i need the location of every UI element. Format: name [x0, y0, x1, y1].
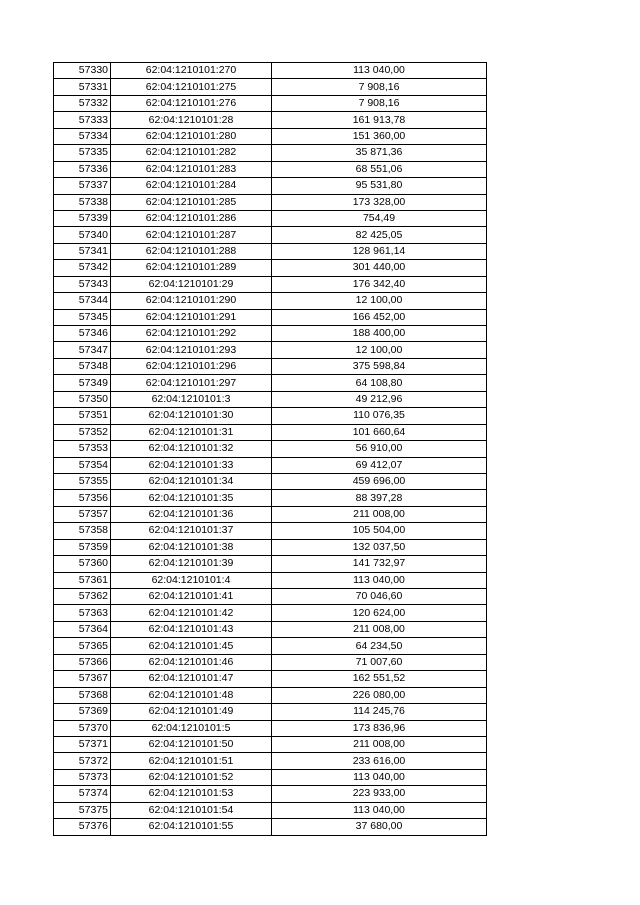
row-number-cell: 57357: [54, 506, 111, 522]
cadastral-value-cell: 173 836,96: [272, 720, 487, 736]
row-number-cell: 57351: [54, 408, 111, 424]
row-number-cell: 57347: [54, 342, 111, 358]
cadastral-value-cell: 226 080,00: [272, 687, 487, 703]
cadastral-value-cell: 82 425,05: [272, 227, 487, 243]
cadastral-value-cell: 754,49: [272, 210, 487, 226]
cadastral-value-cell: 211 008,00: [272, 621, 487, 637]
table-row: [54, 276, 487, 292]
table-row: [54, 720, 487, 736]
cadastral-number-cell: 62:04:1210101:50: [111, 736, 272, 752]
cadastral-number-cell: 62:04:1210101:289: [111, 260, 272, 276]
row-number-cell: 57360: [54, 556, 111, 572]
cadastral-value-cell: 375 598,84: [272, 358, 487, 374]
cadastral-number-cell: 62:04:1210101:287: [111, 227, 272, 243]
cadastral-number-cell: 62:04:1210101:5: [111, 720, 272, 736]
cadastral-value-cell: 69 412,07: [272, 457, 487, 473]
table-row: [54, 605, 487, 621]
cadastral-value-cell: 64 108,80: [272, 375, 487, 391]
cadastral-number-cell: 62:04:1210101:297: [111, 375, 272, 391]
cadastral-number-cell: 62:04:1210101:36: [111, 506, 272, 522]
cadastral-number-cell: 62:04:1210101:282: [111, 145, 272, 161]
row-number-cell: 57338: [54, 194, 111, 210]
cadastral-number-cell: 62:04:1210101:275: [111, 79, 272, 95]
table-row: [54, 523, 487, 539]
cadastral-number-cell: 62:04:1210101:4: [111, 572, 272, 588]
cadastral-number-cell: 62:04:1210101:283: [111, 161, 272, 177]
cadastral-value-cell: 162 551,52: [272, 671, 487, 687]
row-number-cell: 57372: [54, 753, 111, 769]
cadastral-number-cell: 62:04:1210101:35: [111, 490, 272, 506]
cadastral-value-cell: 161 913,78: [272, 112, 487, 128]
cadastral-number-cell: 62:04:1210101:285: [111, 194, 272, 210]
cadastral-number-cell: 62:04:1210101:52: [111, 769, 272, 785]
cadastral-number-cell: 62:04:1210101:3: [111, 391, 272, 407]
row-number-cell: 57344: [54, 293, 111, 309]
cadastral-value-cell: 114 245,76: [272, 704, 487, 720]
cadastral-number-cell: 62:04:1210101:42: [111, 605, 272, 621]
row-number-cell: 57337: [54, 178, 111, 194]
row-number-cell: 57370: [54, 720, 111, 736]
table-row: [54, 589, 487, 605]
cadastral-value-cell: 64 234,50: [272, 638, 487, 654]
row-number-cell: 57369: [54, 704, 111, 720]
table-row: [54, 753, 487, 769]
table-row: [54, 441, 487, 457]
row-number-cell: 57362: [54, 589, 111, 605]
cadastral-value-cell: 71 007,60: [272, 654, 487, 670]
table-row: [54, 128, 487, 144]
table-row: [54, 621, 487, 637]
cadastral-number-cell: 62:04:1210101:32: [111, 441, 272, 457]
cadastral-value-cell: 113 040,00: [272, 572, 487, 588]
cadastral-value-cell: 7 908,16: [272, 95, 487, 111]
cadastral-value-cell: 132 037,50: [272, 539, 487, 555]
cadastral-value-cell: 7 908,16: [272, 79, 487, 95]
table-row: [54, 408, 487, 424]
cadastral-value-cell: 113 040,00: [272, 769, 487, 785]
cadastral-number-cell: 62:04:1210101:280: [111, 128, 272, 144]
row-number-cell: 57375: [54, 802, 111, 818]
cadastral-number-cell: 62:04:1210101:270: [111, 63, 272, 79]
row-number-cell: 57340: [54, 227, 111, 243]
row-number-cell: 57331: [54, 79, 111, 95]
cadastral-value-cell: 56 910,00: [272, 441, 487, 457]
row-number-cell: 57341: [54, 243, 111, 259]
cadastral-number-cell: 62:04:1210101:55: [111, 819, 272, 835]
row-number-cell: 57359: [54, 539, 111, 555]
cadastral-number-cell: 62:04:1210101:284: [111, 178, 272, 194]
table-row: [54, 309, 487, 325]
table-row: [54, 260, 487, 276]
row-number-cell: 57343: [54, 276, 111, 292]
cadastral-number-cell: 62:04:1210101:39: [111, 556, 272, 572]
cadastral-number-cell: 62:04:1210101:34: [111, 473, 272, 489]
table-row: [54, 424, 487, 440]
table-row: [54, 457, 487, 473]
cadastral-value-cell: 166 452,00: [272, 309, 487, 325]
table-row: [54, 293, 487, 309]
row-number-cell: 57361: [54, 572, 111, 588]
cadastral-value-cell: 70 046,60: [272, 589, 487, 605]
table-row: [54, 391, 487, 407]
cadastral-number-cell: 62:04:1210101:49: [111, 704, 272, 720]
row-number-cell: 57339: [54, 210, 111, 226]
cadastral-number-cell: 62:04:1210101:290: [111, 293, 272, 309]
cadastral-value-cell: 88 397,28: [272, 490, 487, 506]
table-row: [54, 210, 487, 226]
row-number-cell: 57356: [54, 490, 111, 506]
table-row: [54, 145, 487, 161]
cadastral-value-cell: 35 871,36: [272, 145, 487, 161]
cadastral-value-cell: 101 660,64: [272, 424, 487, 440]
cadastral-number-cell: 62:04:1210101:46: [111, 654, 272, 670]
row-number-cell: 57332: [54, 95, 111, 111]
row-number-cell: 57363: [54, 605, 111, 621]
cadastral-number-cell: 62:04:1210101:33: [111, 457, 272, 473]
cadastral-number-cell: 62:04:1210101:37: [111, 523, 272, 539]
cadastral-value-cell: 459 696,00: [272, 473, 487, 489]
row-number-cell: 57335: [54, 145, 111, 161]
table-row: [54, 638, 487, 654]
cadastral-number-cell: 62:04:1210101:31: [111, 424, 272, 440]
cadastral-number-cell: 62:04:1210101:51: [111, 753, 272, 769]
cadastral-value-cell: 110 076,35: [272, 408, 487, 424]
table-row: [54, 194, 487, 210]
cadastral-number-cell: 62:04:1210101:53: [111, 786, 272, 802]
row-number-cell: 57342: [54, 260, 111, 276]
row-number-cell: 57353: [54, 441, 111, 457]
row-number-cell: 57364: [54, 621, 111, 637]
table-row: [54, 375, 487, 391]
table-row: [54, 539, 487, 555]
cadastral-value-cell: 128 961,14: [272, 243, 487, 259]
row-number-cell: 57371: [54, 736, 111, 752]
table-row: [54, 178, 487, 194]
row-number-cell: 57352: [54, 424, 111, 440]
table-row: [54, 506, 487, 522]
row-number-cell: 57366: [54, 654, 111, 670]
table-row: [54, 326, 487, 342]
cadastral-value-cell: 68 551,06: [272, 161, 487, 177]
row-number-cell: 57376: [54, 819, 111, 835]
row-number-cell: 57333: [54, 112, 111, 128]
cadastral-value-cell: 188 400,00: [272, 326, 487, 342]
table-row: [54, 490, 487, 506]
table-row: [54, 769, 487, 785]
cadastral-value-cell: 113 040,00: [272, 63, 487, 79]
table-row: [54, 227, 487, 243]
table-row: [54, 736, 487, 752]
table-row: [54, 654, 487, 670]
cadastral-value-cell: 301 440,00: [272, 260, 487, 276]
table-row: [54, 161, 487, 177]
cadastral-value-cell: 211 008,00: [272, 736, 487, 752]
cadastral-number-cell: 62:04:1210101:38: [111, 539, 272, 555]
cadastral-value-cell: 176 342,40: [272, 276, 487, 292]
cadastral-value-cell: 211 008,00: [272, 506, 487, 522]
table-row: [54, 473, 487, 489]
cadastral-number-cell: 62:04:1210101:41: [111, 589, 272, 605]
cadastral-value-table: [53, 62, 487, 836]
table-row: [54, 704, 487, 720]
table-row: [54, 79, 487, 95]
cadastral-value-cell: 233 616,00: [272, 753, 487, 769]
cadastral-value-cell: 113 040,00: [272, 802, 487, 818]
table-row: [54, 63, 487, 79]
row-number-cell: 57354: [54, 457, 111, 473]
row-number-cell: 57365: [54, 638, 111, 654]
cadastral-number-cell: 62:04:1210101:28: [111, 112, 272, 128]
table-row: [54, 786, 487, 802]
cadastral-number-cell: 62:04:1210101:288: [111, 243, 272, 259]
cadastral-number-cell: 62:04:1210101:47: [111, 671, 272, 687]
row-number-cell: 57368: [54, 687, 111, 703]
table-row: [54, 556, 487, 572]
table-row: [54, 819, 487, 835]
cadastral-value-cell: 223 933,00: [272, 786, 487, 802]
cadastral-number-cell: 62:04:1210101:45: [111, 638, 272, 654]
row-number-cell: 57373: [54, 769, 111, 785]
row-number-cell: 57334: [54, 128, 111, 144]
row-number-cell: 57355: [54, 473, 111, 489]
row-number-cell: 57367: [54, 671, 111, 687]
cadastral-number-cell: 62:04:1210101:292: [111, 326, 272, 342]
row-number-cell: 57374: [54, 786, 111, 802]
cadastral-value-cell: 12 100,00: [272, 293, 487, 309]
cadastral-number-cell: 62:04:1210101:276: [111, 95, 272, 111]
table-row: [54, 95, 487, 111]
cadastral-number-cell: 62:04:1210101:286: [111, 210, 272, 226]
cadastral-value-cell: 141 732,97: [272, 556, 487, 572]
row-number-cell: 57330: [54, 63, 111, 79]
row-number-cell: 57348: [54, 358, 111, 374]
table-row: [54, 687, 487, 703]
table-row: [54, 572, 487, 588]
table-row: [54, 671, 487, 687]
cadastral-number-cell: 62:04:1210101:30: [111, 408, 272, 424]
row-number-cell: 57349: [54, 375, 111, 391]
row-number-cell: 57345: [54, 309, 111, 325]
cadastral-number-cell: 62:04:1210101:29: [111, 276, 272, 292]
cadastral-value-cell: 12 100,00: [272, 342, 487, 358]
cadastral-number-cell: 62:04:1210101:296: [111, 358, 272, 374]
cadastral-value-cell: 37 680,00: [272, 819, 487, 835]
table-row: [54, 243, 487, 259]
table-row: [54, 112, 487, 128]
cadastral-number-cell: 62:04:1210101:43: [111, 621, 272, 637]
cadastral-number-cell: 62:04:1210101:48: [111, 687, 272, 703]
table-row: [54, 802, 487, 818]
row-number-cell: 57336: [54, 161, 111, 177]
row-number-cell: 57346: [54, 326, 111, 342]
cadastral-value-cell: 49 212,96: [272, 391, 487, 407]
cadastral-value-cell: 105 504,00: [272, 523, 487, 539]
cadastral-number-cell: 62:04:1210101:293: [111, 342, 272, 358]
row-number-cell: 57358: [54, 523, 111, 539]
cadastral-number-cell: 62:04:1210101:291: [111, 309, 272, 325]
table-row: [54, 342, 487, 358]
cadastral-value-cell: 173 328,00: [272, 194, 487, 210]
table-body: [54, 63, 487, 836]
cadastral-value-cell: 120 624,00: [272, 605, 487, 621]
cadastral-number-cell: 62:04:1210101:54: [111, 802, 272, 818]
row-number-cell: 57350: [54, 391, 111, 407]
cadastral-value-cell: 95 531,80: [272, 178, 487, 194]
cadastral-value-cell: 151 360,00: [272, 128, 487, 144]
table-row: [54, 358, 487, 374]
